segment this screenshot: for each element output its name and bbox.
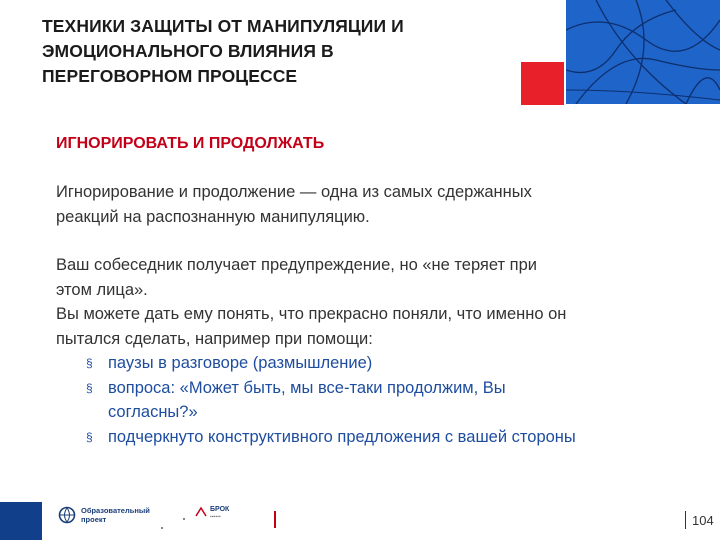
brok-mark-icon	[195, 506, 207, 518]
footer-dot	[183, 518, 185, 520]
paragraph-2	[56, 253, 676, 302]
bullet-icon: §	[86, 380, 93, 395]
slide-title-line: ТЕХНИКИ ЗАЩИТЫ ОТ МАНИПУЛЯЦИИ И	[42, 16, 404, 36]
globe-icon	[58, 506, 76, 524]
brok-logo	[195, 506, 229, 520]
slide-title-line: ПЕРЕГОВОРНОМ ПРОЦЕССЕ	[42, 66, 298, 86]
education-project-logo	[58, 506, 150, 524]
footer-dot	[161, 527, 163, 529]
logo-text-line: проект	[81, 515, 107, 524]
footer-blue-block	[0, 502, 42, 540]
page-number: 104	[692, 513, 714, 528]
bullet-icon: §	[86, 356, 93, 370]
paragraph-1	[56, 180, 676, 229]
list-item-text: вопроса: «Может быть, мы все-таки продолжим, Вы	[108, 378, 506, 397]
paragraph-line: пытался сделать, например при помощи:	[56, 329, 373, 348]
list-item-text: паузы в разговоре (размышление)	[108, 354, 373, 372]
paragraph-line: этом лица».	[56, 280, 148, 299]
decorative-lines	[566, 0, 720, 104]
paragraph-line: Вы можете дать ему понять, что прекрасно поняли, что именно он	[56, 305, 567, 323]
page-number-divider	[685, 511, 686, 529]
list-item-text: согласны?»	[108, 403, 198, 421]
logo-text-line: БРОК	[210, 506, 230, 513]
logo-text-line: Образовательный	[81, 506, 150, 515]
list-item-text: подчеркнуто конструктивного предложения с вашей стороны	[108, 427, 576, 446]
slide-title	[42, 14, 512, 89]
bullet-list	[56, 351, 676, 449]
logo-text	[81, 506, 150, 524]
slide-body	[56, 180, 676, 449]
decorative-red-square	[521, 62, 564, 105]
list-item	[86, 351, 676, 376]
paragraph-line: реакций на распознанную манипуляцию.	[56, 207, 370, 226]
brok-logo-text	[210, 506, 229, 520]
slide-title-line: ЭМОЦИОНАЛЬНОГО ВЛИЯНИЯ В	[42, 41, 334, 61]
decorative-blue-pattern	[566, 0, 720, 104]
paragraph-line: Игнорирование и продолжение — одна из самых сдержанных	[56, 183, 532, 201]
section-heading: ИГНОРИРОВАТЬ И ПРОДОЛЖАТЬ	[56, 135, 325, 152]
paragraph-3	[56, 302, 676, 351]
bullet-icon: §	[86, 429, 93, 444]
paragraph-line: Ваш собеседник получает предупреждение, но «не теряет при	[56, 256, 537, 274]
footer-red-divider	[274, 511, 276, 528]
list-item	[86, 376, 676, 425]
logo-subtext: ▪▪▪▪▪▪	[210, 514, 221, 520]
list-item	[86, 425, 676, 450]
